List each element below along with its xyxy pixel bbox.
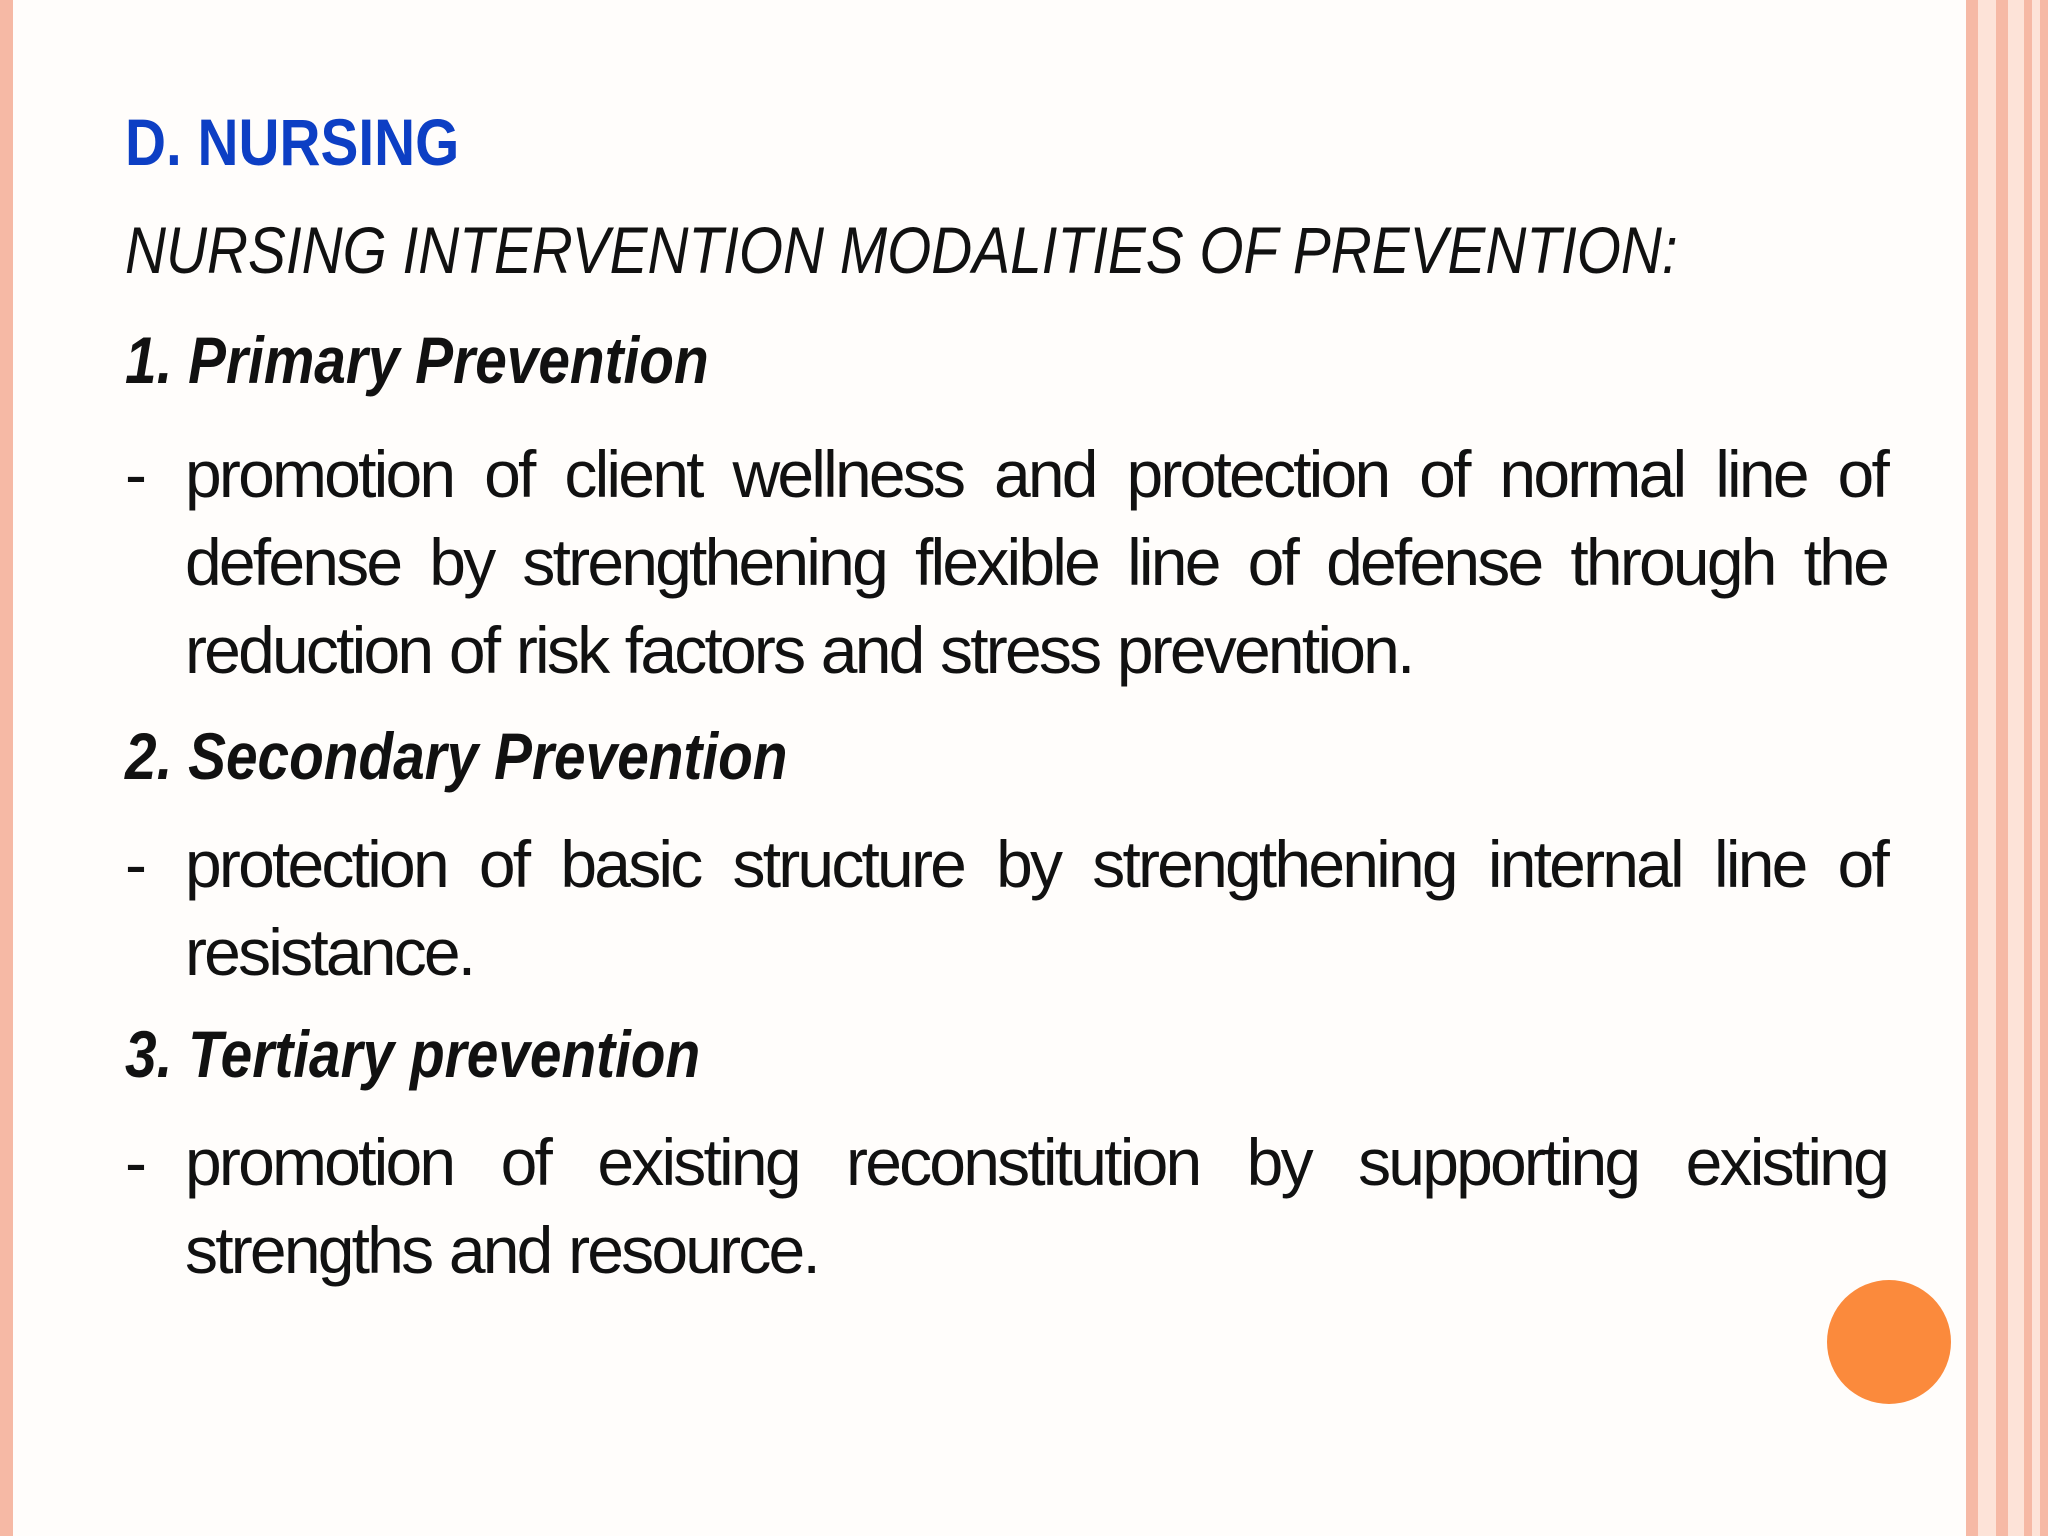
paragraph-text: promotion of existing reconstitution by supporting existing strengths and resource. [185,1125,1887,1287]
right-border-stripes [1966,0,2048,1536]
section-text-secondary [125,820,1887,996]
dash-bullet: - [125,437,147,511]
section-heading-primary: 1. Primary Prevention [125,323,709,397]
orange-circle-decoration [1827,1280,1951,1404]
section-heading-tertiary: 3. Tertiary prevention [125,1017,701,1091]
paragraph-text: promotion of client wellness and protection of normal line of defense by strengthening flexible line of defense through the reduction of risk factors and stress prevention. [185,437,1887,687]
dash-bullet: - [125,827,147,901]
slide-subtitle: NURSING INTERVENTION MODALITIES OF PREVENTION: [125,213,1678,287]
section-text-tertiary [125,1118,1887,1294]
left-border-stripe [0,0,13,1536]
dash-bullet: - [125,1125,147,1199]
section-text-primary [125,430,1887,694]
paragraph-text: protection of basic structure by strengthening internal line of resistance. [185,827,1887,989]
slide-content [125,102,1887,1294]
slide-title: D. NURSING [125,105,460,179]
section-heading-secondary: 2. Secondary Prevention [125,719,788,793]
